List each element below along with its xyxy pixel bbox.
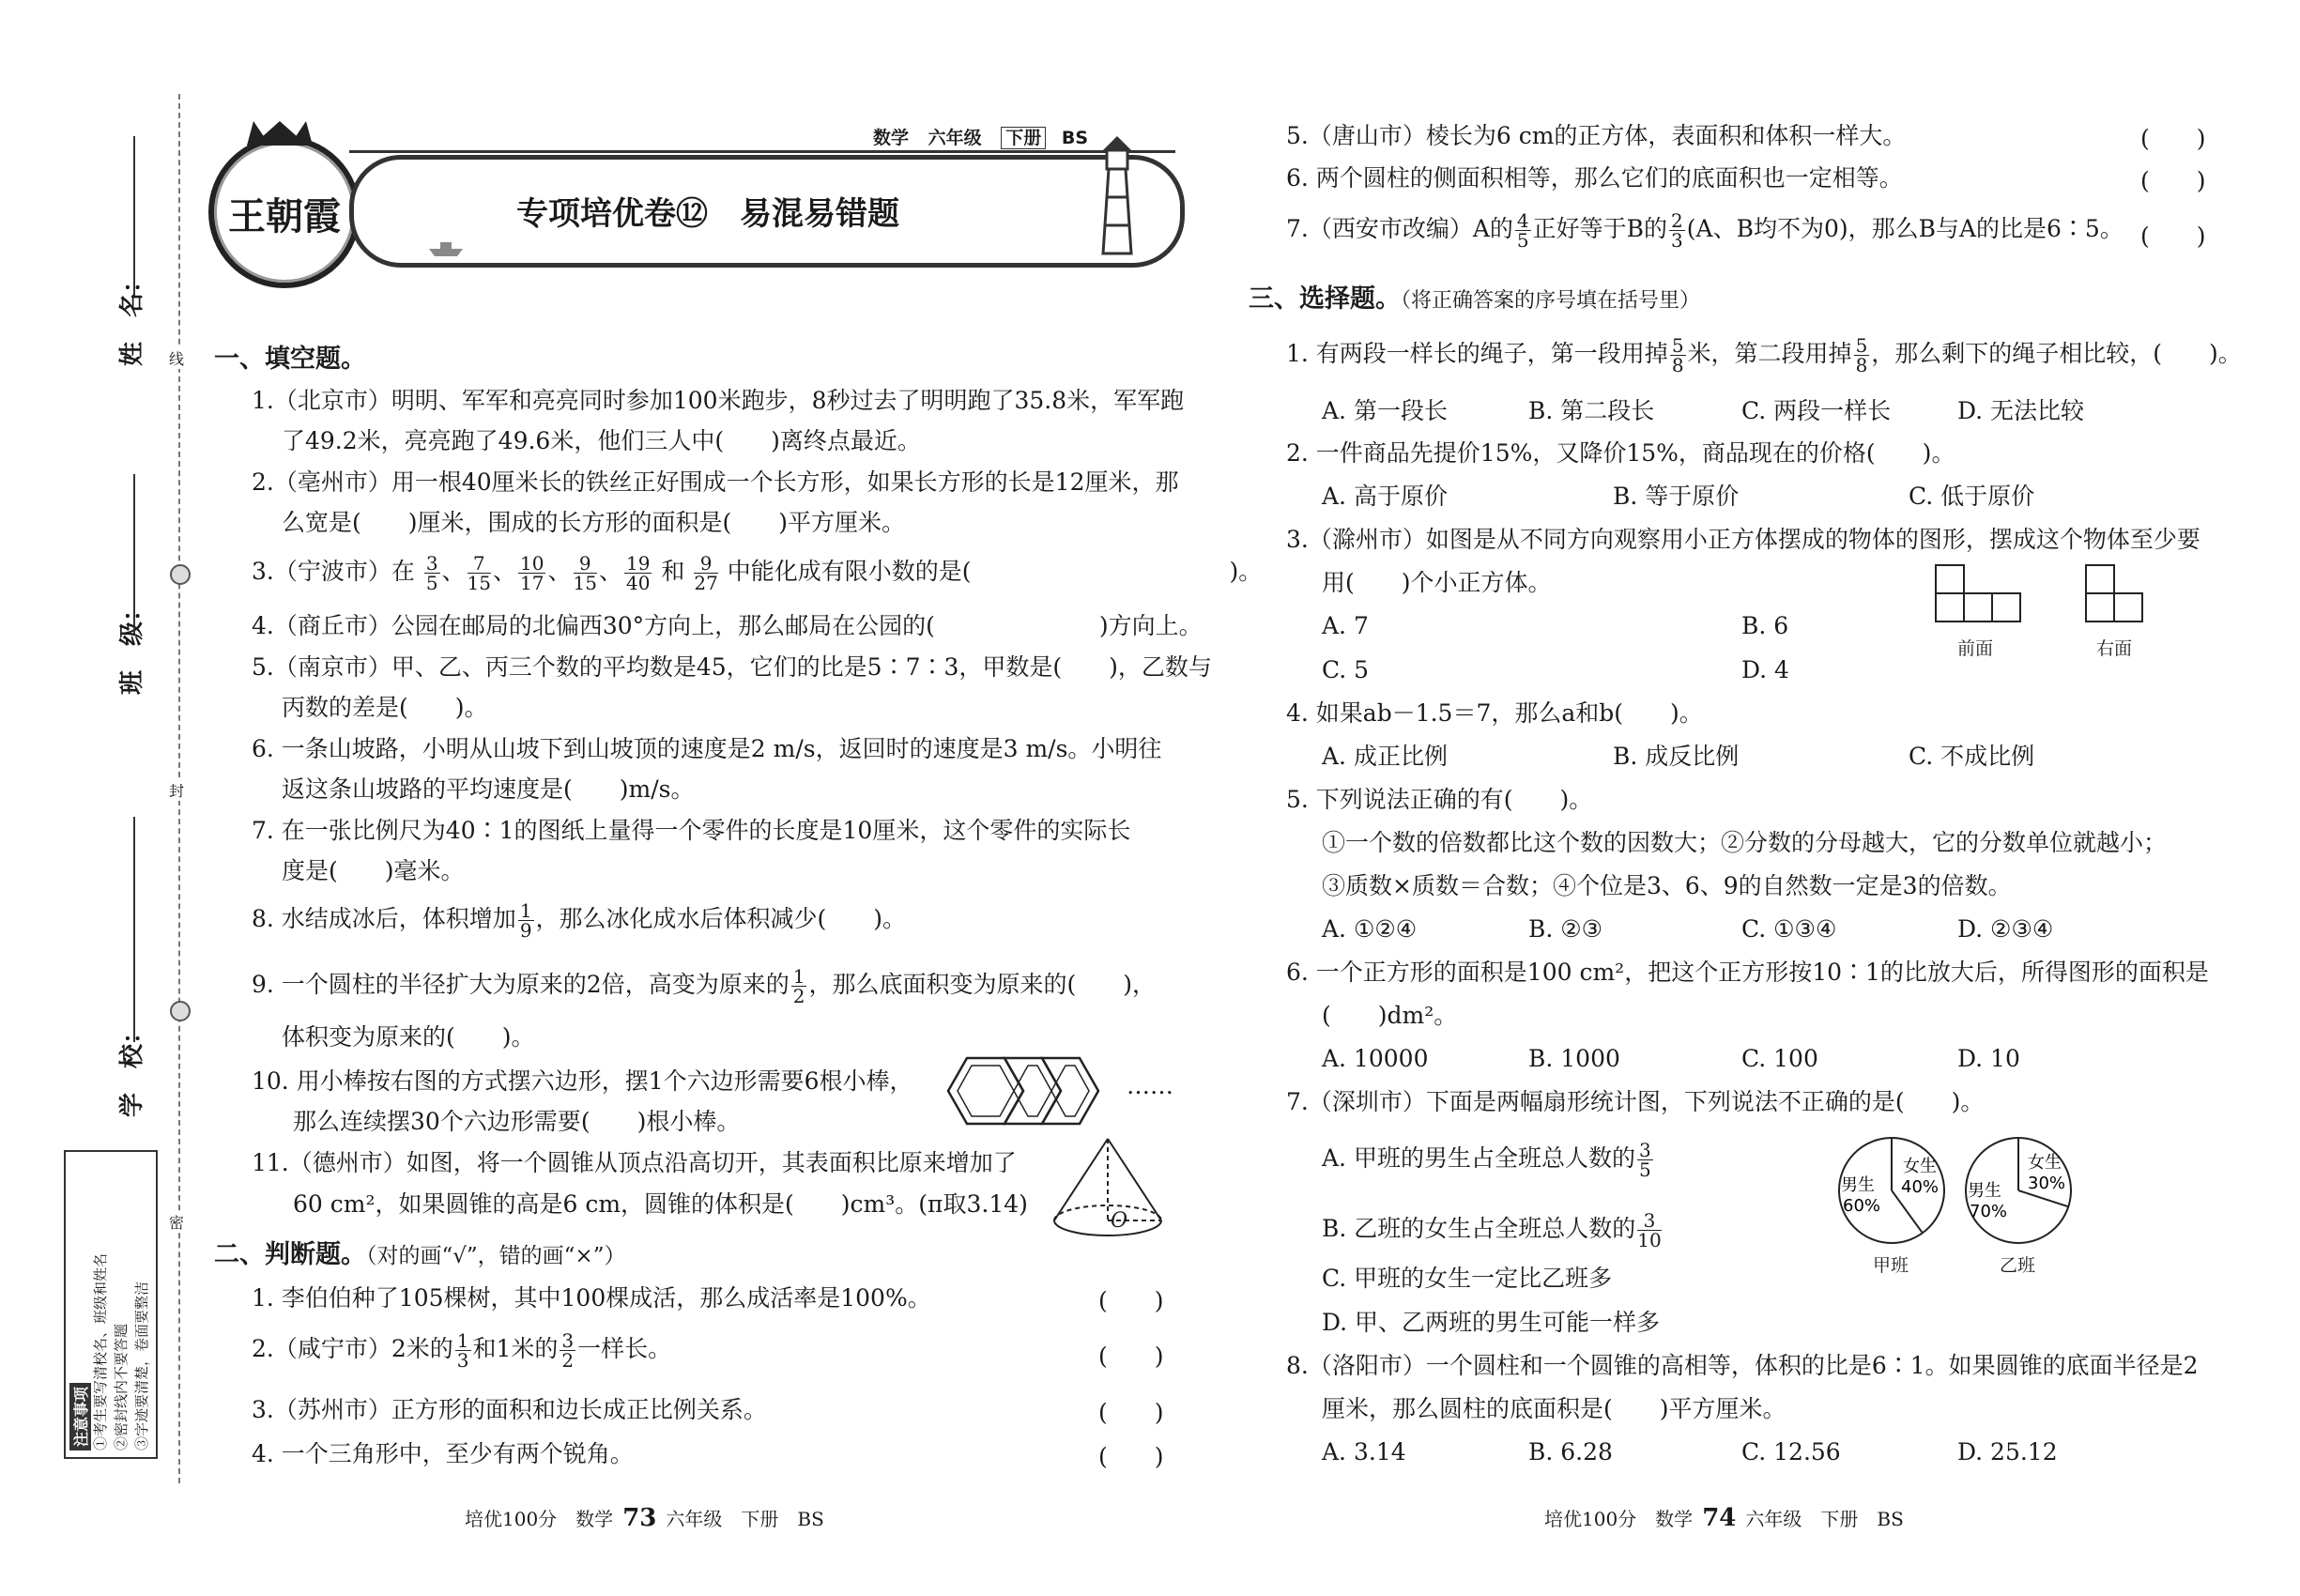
option[interactable]: A. 7: [1322, 612, 1369, 639]
pie-chart-jia: [1835, 1134, 1948, 1247]
denominator: 8: [1671, 354, 1684, 376]
q-fill-10-cont: 那么连续摆30个六边形需要( )根小棒。: [293, 1108, 741, 1135]
q-choice-3-cont: 用( )个小正方体。: [1322, 569, 1552, 596]
q-judge-5: 5.（唐山市）棱长为6 cm的正方体，表面积和体积一样大。: [1286, 122, 1907, 149]
name-field[interactable]: [133, 136, 135, 296]
numerator: 2: [1671, 209, 1683, 232]
option[interactable]: B. ②③: [1528, 915, 1603, 943]
footer-right: [1544, 1504, 1904, 1532]
denominator: 15: [467, 572, 492, 594]
fraction: [518, 901, 534, 940]
footer-text: 培优100分 数学: [1544, 1508, 1694, 1530]
numerator: 5: [1855, 334, 1868, 357]
text: A. 甲班的男生占全班总人数的: [1322, 1144, 1635, 1172]
fraction: [624, 554, 652, 592]
numerator: 1: [792, 965, 805, 988]
denominator: 15: [573, 572, 597, 594]
q-fill-6-cont: 返这条山坡路的平均速度是( )m/s。: [282, 775, 695, 803]
answer-paren[interactable]: ( ): [2140, 167, 2206, 194]
q-choice-7: 7.（深圳市）下面是两幅扇形统计图，下列说法不正确的是( )。: [1286, 1088, 1985, 1115]
q-judge-1: 1. 李伯伯种了105棵树，其中100棵成活，那么成活率是100%。: [252, 1284, 931, 1312]
fraction: [560, 1331, 575, 1370]
option[interactable]: D. 25.12: [1957, 1438, 2058, 1466]
tag: 下册: [1001, 127, 1046, 149]
tag: BS: [1061, 128, 1089, 148]
section-judge-heading: 二、判断题。: [214, 1240, 366, 1269]
text: 3.（宁波市）在: [252, 558, 415, 585]
option[interactable]: A. 3.14: [1322, 1438, 1406, 1466]
class-field[interactable]: [133, 474, 135, 634]
pie-chart-yi: [1962, 1134, 2075, 1247]
text: 米，第二段用掉: [1687, 340, 1852, 367]
fraction: [424, 554, 440, 592]
fraction: [694, 554, 717, 592]
answer-paren[interactable]: ( ): [1098, 1287, 1164, 1314]
q-fill-8: [252, 901, 906, 940]
footer-text: 六年级 下册 BS: [1745, 1508, 1904, 1530]
denominator: 8: [1855, 354, 1868, 376]
option[interactable]: D. 甲、乙两班的男生可能一样多: [1322, 1309, 1661, 1336]
hexagon-chain-figure: [939, 1047, 1127, 1136]
figure-caption: 右面: [2096, 638, 2133, 659]
q-choice-8-cont: 厘米，那么圆柱的底面积是( )平方厘米。: [1322, 1395, 1786, 1422]
numerator: 9: [694, 554, 717, 574]
denominator: 17: [520, 572, 544, 594]
brand-logo: [208, 136, 360, 288]
denominator: 9: [519, 919, 532, 942]
option[interactable]: [1322, 1211, 1664, 1250]
ship-icon: [427, 239, 465, 258]
notice-item: ②密封线内不要答题: [113, 1323, 130, 1450]
pie-label: 男生: [1841, 1175, 1875, 1195]
option[interactable]: B. 等于原价: [1613, 483, 1740, 510]
text: 1. 有两段一样长的绳子，第一段用掉: [1286, 340, 1668, 367]
section-judge-title: [214, 1239, 625, 1272]
q-judge-4: 4. 一个三角形中，至少有两个锐角。: [252, 1440, 634, 1467]
text: ，那么底面积变为原来的( )，: [808, 971, 1156, 998]
q-fill-1: 1.（北京市）明明、军军和亮亮同时参加100米跑步，8秒过去了明明跑了35.8米，军军跑: [252, 387, 1185, 414]
seal-char: 封: [169, 779, 184, 801]
class-label: 班 级：: [118, 596, 146, 695]
crown-icon: [247, 121, 313, 146]
figure-caption: 前面: [1957, 638, 1994, 659]
seal-char: 密: [169, 1211, 184, 1233]
option[interactable]: A. 10000: [1322, 1045, 1429, 1072]
numerator: 3: [561, 1329, 575, 1352]
q-choice-1: [1286, 336, 2242, 375]
option[interactable]: C. 100: [1741, 1045, 1818, 1072]
option[interactable]: C. 低于原价: [1909, 483, 2035, 510]
q-fill-10: 10. 用小棒按右图的方式摆六边形，摆1个六边形需要6根小棒，: [252, 1067, 913, 1095]
school-field[interactable]: [133, 817, 135, 1042]
section-choice-title: [1249, 284, 1700, 317]
q-fill-4: 4.（商丘市）公园在邮局的北偏西30°方向上，那么邮局在公园的( )方向上。: [252, 612, 1203, 639]
option[interactable]: B. 第二段长: [1528, 397, 1655, 424]
front-view-figure: [1934, 563, 2023, 629]
brand-name: 王朝霞: [228, 194, 341, 238]
answer-paren[interactable]: ( ): [2140, 125, 2206, 152]
pie-caption: 甲班: [1873, 1255, 1909, 1276]
answer-paren[interactable]: ( ): [1098, 1443, 1164, 1470]
numerator: 4: [1516, 209, 1529, 232]
pie-label: 70%: [1970, 1202, 2008, 1221]
q-fill-2-cont: 么宽是( )厘米，围成的长方形的面积是( )平方厘米。: [282, 509, 906, 536]
answer-paren[interactable]: ( ): [1098, 1343, 1164, 1370]
numerator: 19: [625, 552, 651, 575]
fraction: [1854, 336, 1870, 375]
option[interactable]: B. 6: [1741, 612, 1789, 639]
q-choice-8: 8.（洛阳市）一个圆柱和一个圆锥的高相等，体积的比是6∶1。如果圆锥的底面半径是2: [1286, 1352, 2199, 1379]
option[interactable]: A. 成正比例: [1322, 743, 1448, 770]
q-fill-2: 2.（亳州市）用一根40厘米长的铁丝正好围成一个长方形，如果长方形的长是12厘米，那: [252, 468, 1179, 496]
fraction: [574, 554, 597, 592]
q-choice-6: 6. 一个正方形的面积是100 cm²，把这个正方形按10∶1的比放大后，所得图形的面积是: [1286, 959, 2209, 986]
q-fill-7: 7. 在一张比例尺为40∶1的图纸上量得一个零件的长度是10厘米，这个零件的实际长: [252, 817, 1131, 844]
notice-item: ①考生要写清校名、班级和姓名: [92, 1252, 109, 1450]
q-fill-7-cont: 度是( )毫米。: [282, 857, 465, 884]
option[interactable]: D. 10: [1957, 1045, 2020, 1072]
numerator: 1: [519, 899, 532, 922]
text: 一样长。: [577, 1335, 672, 1362]
q-fill-11-cont: 60 cm²，如果圆锥的高是6 cm，圆锥的体积是( )cm³。(π取3.14): [293, 1190, 1028, 1218]
option[interactable]: [1322, 1141, 1655, 1179]
pie-label: 60%: [1843, 1196, 1881, 1216]
fraction: [1637, 1211, 1661, 1250]
denominator: 5: [1638, 1159, 1651, 1181]
option[interactable]: C. 不成比例: [1909, 743, 2035, 770]
denominator: 5: [425, 572, 438, 594]
numerator: 3: [425, 552, 438, 575]
name-label: 姓 名：: [118, 268, 146, 366]
hexagon-ellipsis: ……: [1127, 1072, 1173, 1099]
q-choice-2: 2. 一件商品先提价15%，又降价15%，商品现在的价格( )。: [1286, 439, 1955, 467]
answer-paren[interactable]: ( ): [2140, 223, 2206, 250]
denominator: 3: [1671, 229, 1683, 252]
page-number: 73: [622, 1504, 657, 1532]
q-fill-5-cont: 丙数的差是( )。: [282, 694, 488, 721]
fraction: [1637, 1141, 1653, 1179]
option[interactable]: A. 第一段长: [1322, 397, 1448, 424]
text: 9. 一个圆柱的半径扩大为原来的2倍，高变为原来的: [252, 971, 790, 998]
header-top-line: [349, 150, 1175, 153]
text: 2.（咸宁市）2米的: [252, 1335, 453, 1362]
q-choice-4: 4. 如果ab－1.5＝7，那么a和b( )。: [1286, 699, 1703, 727]
footer-text: 六年级 下册 BS: [666, 1508, 824, 1530]
text: 8. 水结成冰后，体积增加: [252, 905, 516, 932]
option[interactable]: C. 两段一样长: [1741, 397, 1892, 424]
q-fill-11: 11.（德州市）如图，将一个圆锥从顶点沿高切开，其表面积比原来增加了: [252, 1149, 1017, 1176]
q-fill-1-cont: 了49.2米，亮亮跑了49.6米，他们三人中( )离终点最近。: [282, 427, 921, 454]
fraction: [468, 554, 491, 592]
pie-label: 男生: [1968, 1181, 2001, 1201]
notice-item: ③字迹要清楚，卷面要整洁: [133, 1281, 150, 1450]
seal-char: 线: [169, 347, 184, 369]
text: 和1米的: [472, 1335, 559, 1362]
text: B. 乙班的女生占全班总人数的: [1322, 1215, 1636, 1242]
option[interactable]: B. 1000: [1528, 1045, 1620, 1072]
q-fill-6: 6. 一条山坡路，小明从山坡下到山坡顶的速度是2 m/s，返回时的速度是3 m/s。小明往: [252, 735, 1162, 762]
pie-label: 女生: [1903, 1157, 1937, 1176]
section-fill-title: 一、填空题。: [214, 345, 366, 374]
q-fill-9-cont: 体积变为原来的( )。: [282, 1023, 535, 1051]
option[interactable]: D. 4: [1741, 656, 1789, 683]
numerator: 5: [1671, 334, 1684, 357]
denominator: 40: [625, 572, 651, 594]
q-judge-2: [252, 1331, 671, 1370]
page-number: 74: [1702, 1504, 1737, 1532]
cone-center-label: O: [1111, 1209, 1128, 1233]
numerator: 3: [1638, 1139, 1651, 1161]
q-judge-6: 6. 两个圆柱的侧面积相等，那么它们的底面积也一定相等。: [1286, 164, 1903, 192]
notice-title: 注意事项: [69, 1383, 91, 1450]
option[interactable]: B. 6.28: [1528, 1438, 1613, 1466]
q-judge-7: [1286, 211, 2124, 250]
lighthouse-icon: [1075, 131, 1159, 263]
fraction: [791, 967, 807, 1005]
q-choice-5-stmt: ③质数×质数＝合数；④个位是3、6、9的自然数一定是3的倍数。: [1322, 872, 2012, 899]
q-choice-5: 5. 下列说法正确的有( )。: [1286, 786, 1593, 813]
option[interactable]: C. ①③④: [1741, 915, 1837, 943]
binding-hole: [170, 564, 191, 585]
fraction: [1670, 336, 1686, 375]
option[interactable]: D. ②③④: [1957, 915, 2054, 943]
text: 7.（西安市改编）A的: [1286, 215, 1513, 242]
denominator: 2: [561, 1349, 575, 1372]
fraction: [1515, 211, 1531, 250]
q-choice-3: 3.（滁州市）如图是从不同方向观察用小正方体摆成的物体的图形，摆成这个物体至少要: [1286, 526, 2200, 553]
section-choice-heading: 三、选择题。: [1249, 284, 1401, 314]
option[interactable]: A. 高于原价: [1322, 483, 1448, 510]
denominator: 27: [694, 572, 718, 594]
text: 和: [661, 558, 685, 585]
fraction: [455, 1331, 471, 1370]
numerator: 10: [520, 552, 544, 575]
numerator: 9: [574, 554, 597, 574]
option[interactable]: B. 成反比例: [1613, 743, 1740, 770]
cone-figure: [1047, 1131, 1169, 1244]
footer-left: [465, 1504, 824, 1532]
denominator: 5: [1516, 229, 1529, 252]
section-judge-note: （对的画“√”，错的画“×”）: [366, 1244, 626, 1268]
text: ，那么剩下的绳子相比较，( )。: [1871, 340, 2242, 367]
pie-caption: 乙班: [2000, 1255, 2036, 1276]
fraction: [1669, 211, 1685, 250]
subject-tags: [873, 124, 1088, 149]
section-choice-note: （将正确答案的序号填在括号里）: [1401, 289, 1701, 313]
q-fill-3: 3.（宁波市）在 $\frac{3}{5}$ 、 $\frac{7}{15}$ 、 $\frac{10}{17}$ 、 $\frac{9}{15}$ 、 $\frac{19}{40}$ 和 $\frac{9}{27}$ 中能化成有限小数的是( )。: [252, 552, 1263, 594]
option[interactable]: C. 5: [1322, 656, 1370, 683]
denominator: 2: [792, 985, 805, 1007]
q-fill-5: 5.（南京市）甲、乙、丙三个数的平均数是45，它们的比是5∶7∶3，甲数是( )，乙数与: [252, 653, 1212, 681]
fraction: [518, 554, 545, 592]
text: ，那么冰化成水后体积减少( )。: [535, 905, 907, 932]
right-view-figure: [2084, 563, 2145, 629]
q-fill-9: [252, 967, 1156, 1005]
option[interactable]: C. 12.56: [1741, 1438, 1841, 1466]
school-label: 学 校：: [118, 1019, 146, 1117]
option[interactable]: D. 无法比较: [1957, 397, 2085, 424]
tag: 数学: [873, 128, 910, 148]
text: 正好等于B的: [1532, 215, 1668, 242]
option[interactable]: C. 甲班的女生一定比乙班多: [1322, 1265, 1613, 1292]
q-judge-3: 3.（苏州市）正方形的面积和边长成正比例关系。: [252, 1396, 767, 1423]
option[interactable]: A. ①②④: [1322, 915, 1418, 943]
q-choice-6-cont: ( )dm²。: [1322, 1002, 1458, 1029]
pie-label: 30%: [2028, 1174, 2066, 1193]
text: 中能化成有限小数的是( )。: [727, 558, 1263, 585]
pie-label: 女生: [2028, 1153, 2062, 1173]
binding-hole: [170, 1001, 191, 1021]
answer-paren[interactable]: ( ): [1098, 1399, 1164, 1426]
numerator: 1: [456, 1329, 469, 1352]
text: (A、B均不为0)，那么B与A的比是6∶5。: [1686, 215, 2124, 242]
q-choice-5-stmt: ①一个数的倍数都比这个数的因数大；②分数的分母越大，它的分数单位就越小；: [1322, 829, 2168, 856]
denominator: 10: [1637, 1229, 1662, 1251]
numerator: 7: [468, 554, 491, 574]
denominator: 3: [456, 1349, 469, 1372]
footer-text: 培优100分 数学: [465, 1508, 614, 1530]
pie-label: 40%: [1901, 1177, 1940, 1197]
tag: 六年级: [928, 128, 982, 148]
page-title: 专项培优卷⑫ 易混易错题: [516, 195, 899, 233]
numerator: 3: [1637, 1211, 1661, 1231]
